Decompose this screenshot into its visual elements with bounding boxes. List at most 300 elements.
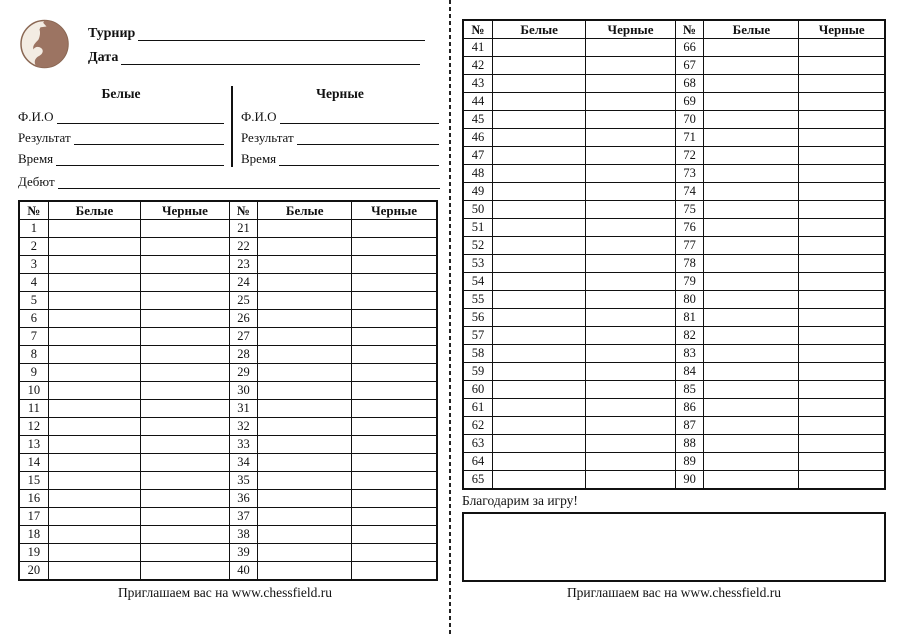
- white-move-cell: [258, 382, 352, 400]
- white-move-cell: [258, 508, 352, 526]
- black-move-cell: [141, 238, 230, 256]
- black-move-cell: [141, 346, 230, 364]
- white-move-cell: [48, 490, 140, 508]
- white-move-cell: [493, 183, 586, 201]
- move-row: [463, 309, 885, 327]
- move-number-cell: 68: [675, 75, 704, 93]
- white-move-cell: [493, 111, 586, 129]
- black-move-cell: [586, 57, 675, 75]
- white-move-cell: [48, 526, 140, 544]
- move-number-cell: 41: [463, 39, 493, 57]
- black-move-cell: [586, 165, 675, 183]
- move-number-cell: 26: [229, 310, 257, 328]
- move-number-cell: 62: [463, 417, 493, 435]
- white-move-cell: [493, 345, 586, 363]
- black-move-cell: [799, 57, 885, 75]
- players-section: [18, 86, 439, 167]
- move-number-cell: 40: [229, 562, 257, 581]
- fill-in-line: [297, 134, 439, 145]
- black-move-cell: [352, 436, 437, 454]
- black-move-cell: [799, 75, 885, 93]
- black-move-cell: [799, 273, 885, 291]
- black-time-field: [241, 146, 439, 167]
- move-row: [19, 292, 437, 310]
- white-move-cell: [704, 399, 799, 417]
- move-number-cell: 34: [229, 454, 257, 472]
- white-move-cell: [704, 435, 799, 453]
- white-move-cell: [704, 345, 799, 363]
- move-row: [463, 363, 885, 381]
- black-move-cell: [141, 418, 230, 436]
- black-move-cell: [799, 183, 885, 201]
- black-move-cell: [586, 381, 675, 399]
- move-number-cell: 11: [19, 400, 48, 418]
- black-move-cell: [352, 274, 437, 292]
- fill-in-line: [57, 113, 224, 124]
- move-number-cell: 45: [463, 111, 493, 129]
- white-move-cell: [704, 309, 799, 327]
- white-move-cell: [704, 111, 799, 129]
- result-label: Результат: [241, 130, 294, 145]
- white-move-cell: [258, 418, 352, 436]
- black-move-cell: [586, 273, 675, 291]
- white-time-field: [18, 146, 224, 167]
- white-move-cell: [258, 220, 352, 238]
- black-move-cell: [141, 256, 230, 274]
- white-move-cell: [704, 417, 799, 435]
- move-row: [463, 57, 885, 75]
- black-move-cell: [141, 562, 230, 581]
- move-number-cell: 65: [463, 471, 493, 490]
- black-move-cell: [352, 418, 437, 436]
- move-number-cell: 59: [463, 363, 493, 381]
- move-row: [463, 291, 885, 309]
- black-move-cell: [586, 471, 675, 490]
- move-number-cell: 3: [19, 256, 48, 274]
- move-row: [463, 417, 885, 435]
- move-number-cell: 4: [19, 274, 48, 292]
- white-name-field: [18, 104, 224, 125]
- black-move-cell: [586, 237, 675, 255]
- move-number-cell: 86: [675, 399, 704, 417]
- black-name-field: [241, 104, 439, 125]
- move-number-cell: 70: [675, 111, 704, 129]
- move-number-cell: 90: [675, 471, 704, 490]
- move-number-cell: 76: [675, 219, 704, 237]
- move-number-cell: 79: [675, 273, 704, 291]
- black-move-cell: [586, 201, 675, 219]
- move-row: [463, 255, 885, 273]
- move-number-cell: 43: [463, 75, 493, 93]
- move-table-header-4: Белые: [258, 201, 352, 220]
- white-move-cell: [704, 75, 799, 93]
- move-number-cell: 19: [19, 544, 48, 562]
- white-move-cell: [48, 562, 140, 581]
- white-move-cell: [493, 237, 586, 255]
- result-label: Результат: [18, 130, 71, 145]
- white-move-cell: [493, 453, 586, 471]
- move-number-cell: 52: [463, 237, 493, 255]
- move-number-cell: 2: [19, 238, 48, 256]
- move-row: [463, 471, 885, 490]
- move-row: [463, 435, 885, 453]
- move-number-cell: 32: [229, 418, 257, 436]
- move-table-header-0: №: [19, 201, 48, 220]
- move-table-header-5: Черные: [352, 201, 437, 220]
- move-table-header-2: Черные: [586, 20, 675, 39]
- black-move-cell: [586, 183, 675, 201]
- move-number-cell: 10: [19, 382, 48, 400]
- white-move-cell: [704, 237, 799, 255]
- black-player-column: [233, 86, 439, 167]
- move-number-cell: 7: [19, 328, 48, 346]
- white-move-cell: [704, 327, 799, 345]
- move-number-cell: 77: [675, 237, 704, 255]
- move-number-cell: 71: [675, 129, 704, 147]
- move-number-cell: 84: [675, 363, 704, 381]
- black-move-cell: [799, 201, 885, 219]
- move-row: [19, 220, 437, 238]
- move-number-cell: 85: [675, 381, 704, 399]
- black-player-header: Черные: [316, 86, 364, 101]
- move-row: [463, 345, 885, 363]
- black-move-cell: [799, 93, 885, 111]
- black-result-field: [241, 125, 439, 146]
- black-move-cell: [586, 147, 675, 165]
- move-row: [463, 111, 885, 129]
- white-move-cell: [704, 273, 799, 291]
- move-number-cell: 14: [19, 454, 48, 472]
- white-move-cell: [258, 436, 352, 454]
- move-row: [19, 364, 437, 382]
- move-number-cell: 49: [463, 183, 493, 201]
- move-number-cell: 67: [675, 57, 704, 75]
- black-move-cell: [141, 220, 230, 238]
- black-move-cell: [141, 508, 230, 526]
- move-number-cell: 80: [675, 291, 704, 309]
- move-row: [19, 526, 437, 544]
- move-row: [463, 237, 885, 255]
- white-move-cell: [493, 255, 586, 273]
- black-move-cell: [352, 562, 437, 581]
- black-move-cell: [352, 454, 437, 472]
- move-number-cell: 30: [229, 382, 257, 400]
- move-row: [19, 418, 437, 436]
- black-move-cell: [352, 220, 437, 238]
- black-move-cell: [141, 310, 230, 328]
- move-number-cell: 63: [463, 435, 493, 453]
- white-move-cell: [48, 544, 140, 562]
- move-number-cell: 28: [229, 346, 257, 364]
- white-move-cell: [258, 328, 352, 346]
- move-row: [463, 399, 885, 417]
- white-move-cell: [258, 454, 352, 472]
- white-move-cell: [48, 418, 140, 436]
- black-move-cell: [141, 436, 230, 454]
- move-number-cell: 21: [229, 220, 257, 238]
- move-number-cell: 31: [229, 400, 257, 418]
- move-table-header-1: Белые: [493, 20, 586, 39]
- black-move-cell: [586, 453, 675, 471]
- move-row: [463, 201, 885, 219]
- move-row: [19, 436, 437, 454]
- move-row: [463, 327, 885, 345]
- white-move-cell: [48, 364, 140, 382]
- white-move-cell: [48, 400, 140, 418]
- invite-footer-left: Приглашаем вас на www.chessfield.ru: [117, 585, 333, 600]
- fill-in-line: [121, 54, 420, 65]
- move-number-cell: 60: [463, 381, 493, 399]
- move-number-cell: 54: [463, 273, 493, 291]
- move-table-header-2: Черные: [141, 201, 230, 220]
- black-move-cell: [352, 526, 437, 544]
- white-move-cell: [48, 508, 140, 526]
- white-move-cell: [704, 129, 799, 147]
- white-move-cell: [258, 544, 352, 562]
- cut-line: [449, 0, 451, 637]
- move-number-cell: 35: [229, 472, 257, 490]
- move-row: [463, 147, 885, 165]
- black-move-cell: [352, 256, 437, 274]
- white-move-cell: [493, 309, 586, 327]
- move-number-cell: 81: [675, 309, 704, 327]
- white-player-column: [18, 86, 233, 167]
- move-number-cell: 50: [463, 201, 493, 219]
- white-move-cell: [704, 93, 799, 111]
- black-move-cell: [799, 399, 885, 417]
- move-number-cell: 72: [675, 147, 704, 165]
- white-move-cell: [704, 183, 799, 201]
- black-move-cell: [352, 310, 437, 328]
- white-result-field: [18, 125, 224, 146]
- white-move-cell: [48, 328, 140, 346]
- move-number-cell: 88: [675, 435, 704, 453]
- white-move-cell: [493, 129, 586, 147]
- move-table-header-row: [463, 20, 885, 39]
- black-move-cell: [799, 147, 885, 165]
- white-move-cell: [48, 454, 140, 472]
- black-move-cell: [141, 364, 230, 382]
- white-move-cell: [258, 346, 352, 364]
- fill-in-line: [279, 155, 439, 166]
- white-move-cell: [704, 363, 799, 381]
- move-table-header-3: №: [229, 201, 257, 220]
- white-move-cell: [704, 57, 799, 75]
- black-move-cell: [586, 417, 675, 435]
- black-move-cell: [352, 292, 437, 310]
- move-row: [463, 75, 885, 93]
- move-number-cell: 48: [463, 165, 493, 183]
- black-move-cell: [141, 382, 230, 400]
- black-move-cell: [352, 328, 437, 346]
- white-move-cell: [493, 273, 586, 291]
- move-number-cell: 20: [19, 562, 48, 581]
- move-row: [463, 129, 885, 147]
- move-number-cell: 27: [229, 328, 257, 346]
- black-move-cell: [799, 327, 885, 345]
- fill-in-line: [74, 134, 224, 145]
- move-number-cell: 46: [463, 129, 493, 147]
- black-move-cell: [799, 237, 885, 255]
- move-number-cell: 57: [463, 327, 493, 345]
- white-move-cell: [493, 39, 586, 57]
- black-move-cell: [352, 544, 437, 562]
- white-move-cell: [493, 417, 586, 435]
- white-move-cell: [704, 381, 799, 399]
- black-move-cell: [586, 435, 675, 453]
- move-number-cell: 83: [675, 345, 704, 363]
- invite-footer-right: Приглашаем вас на www.chessfield.ru: [566, 585, 782, 600]
- move-number-cell: 8: [19, 346, 48, 364]
- move-table-header-5: Черные: [799, 20, 885, 39]
- name-label: Ф.И.О: [18, 109, 54, 124]
- thanks-text: Благодарим за игру!: [462, 493, 578, 508]
- white-move-cell: [493, 435, 586, 453]
- black-move-cell: [799, 129, 885, 147]
- move-table-header-1: Белые: [48, 201, 140, 220]
- white-move-cell: [258, 400, 352, 418]
- move-number-cell: 18: [19, 526, 48, 544]
- black-move-cell: [141, 328, 230, 346]
- move-row: [19, 490, 437, 508]
- white-move-cell: [704, 147, 799, 165]
- white-move-cell: [258, 364, 352, 382]
- black-move-cell: [799, 453, 885, 471]
- white-move-cell: [493, 93, 586, 111]
- move-number-cell: 53: [463, 255, 493, 273]
- move-table-header-3: №: [675, 20, 704, 39]
- move-row: [19, 256, 437, 274]
- fill-in-line: [138, 30, 425, 41]
- white-move-cell: [48, 472, 140, 490]
- white-move-cell: [704, 219, 799, 237]
- tournament-field: [88, 24, 425, 42]
- tournament-label: Турнир: [88, 26, 136, 41]
- black-move-cell: [799, 309, 885, 327]
- move-row: [463, 39, 885, 57]
- black-move-cell: [799, 219, 885, 237]
- move-row: [19, 508, 437, 526]
- move-number-cell: 23: [229, 256, 257, 274]
- fill-in-line: [56, 155, 224, 166]
- white-move-cell: [258, 490, 352, 508]
- move-number-cell: 9: [19, 364, 48, 382]
- white-move-cell: [258, 274, 352, 292]
- black-move-cell: [586, 327, 675, 345]
- move-number-cell: 42: [463, 57, 493, 75]
- move-number-cell: 78: [675, 255, 704, 273]
- date-label: Дата: [88, 50, 119, 65]
- move-number-cell: 61: [463, 399, 493, 417]
- black-move-cell: [586, 39, 675, 57]
- move-number-cell: 55: [463, 291, 493, 309]
- white-move-cell: [48, 238, 140, 256]
- move-number-cell: 74: [675, 183, 704, 201]
- black-move-cell: [141, 472, 230, 490]
- move-number-cell: 75: [675, 201, 704, 219]
- black-move-cell: [799, 435, 885, 453]
- white-move-cell: [493, 201, 586, 219]
- move-number-cell: 87: [675, 417, 704, 435]
- white-player-header: Белые: [101, 86, 141, 101]
- black-move-cell: [141, 292, 230, 310]
- black-move-cell: [799, 291, 885, 309]
- move-number-cell: 82: [675, 327, 704, 345]
- black-move-cell: [141, 274, 230, 292]
- black-move-cell: [586, 219, 675, 237]
- move-row: [19, 544, 437, 562]
- white-move-cell: [493, 327, 586, 345]
- white-move-cell: [493, 147, 586, 165]
- move-number-cell: 1: [19, 220, 48, 238]
- move-number-cell: 66: [675, 39, 704, 57]
- white-move-cell: [258, 238, 352, 256]
- black-move-cell: [799, 39, 885, 57]
- move-number-cell: 15: [19, 472, 48, 490]
- black-move-cell: [586, 255, 675, 273]
- move-row: [19, 562, 437, 581]
- time-label: Время: [18, 151, 54, 166]
- white-move-cell: [48, 346, 140, 364]
- move-number-cell: 38: [229, 526, 257, 544]
- move-number-cell: 36: [229, 490, 257, 508]
- white-move-cell: [493, 363, 586, 381]
- black-move-cell: [352, 238, 437, 256]
- black-move-cell: [141, 490, 230, 508]
- black-move-cell: [799, 381, 885, 399]
- black-move-cell: [586, 291, 675, 309]
- white-move-cell: [493, 219, 586, 237]
- white-move-cell: [48, 220, 140, 238]
- comments-box: [462, 512, 886, 582]
- white-move-cell: [704, 453, 799, 471]
- black-move-cell: [586, 345, 675, 363]
- move-row: [19, 238, 437, 256]
- white-move-cell: [704, 291, 799, 309]
- white-move-cell: [258, 256, 352, 274]
- move-row: [463, 93, 885, 111]
- name-label: Ф.И.О: [241, 109, 277, 124]
- white-move-cell: [493, 381, 586, 399]
- white-move-cell: [48, 256, 140, 274]
- move-number-cell: 89: [675, 453, 704, 471]
- black-move-cell: [799, 165, 885, 183]
- move-number-cell: 6: [19, 310, 48, 328]
- move-row: [19, 454, 437, 472]
- black-move-cell: [799, 345, 885, 363]
- black-move-cell: [586, 93, 675, 111]
- white-move-cell: [493, 399, 586, 417]
- move-number-cell: 22: [229, 238, 257, 256]
- move-number-cell: 58: [463, 345, 493, 363]
- white-move-cell: [704, 201, 799, 219]
- move-number-cell: 12: [19, 418, 48, 436]
- move-row: [463, 273, 885, 291]
- white-move-cell: [704, 165, 799, 183]
- move-row: [463, 183, 885, 201]
- opening-label: Дебют: [18, 174, 55, 189]
- fill-in-line: [58, 178, 440, 189]
- move-number-cell: 44: [463, 93, 493, 111]
- white-move-cell: [704, 471, 799, 490]
- black-move-cell: [352, 490, 437, 508]
- move-row: [19, 274, 437, 292]
- move-number-cell: 29: [229, 364, 257, 382]
- black-move-cell: [141, 526, 230, 544]
- move-number-cell: 24: [229, 274, 257, 292]
- black-move-cell: [586, 75, 675, 93]
- moves-table-right: [462, 19, 886, 490]
